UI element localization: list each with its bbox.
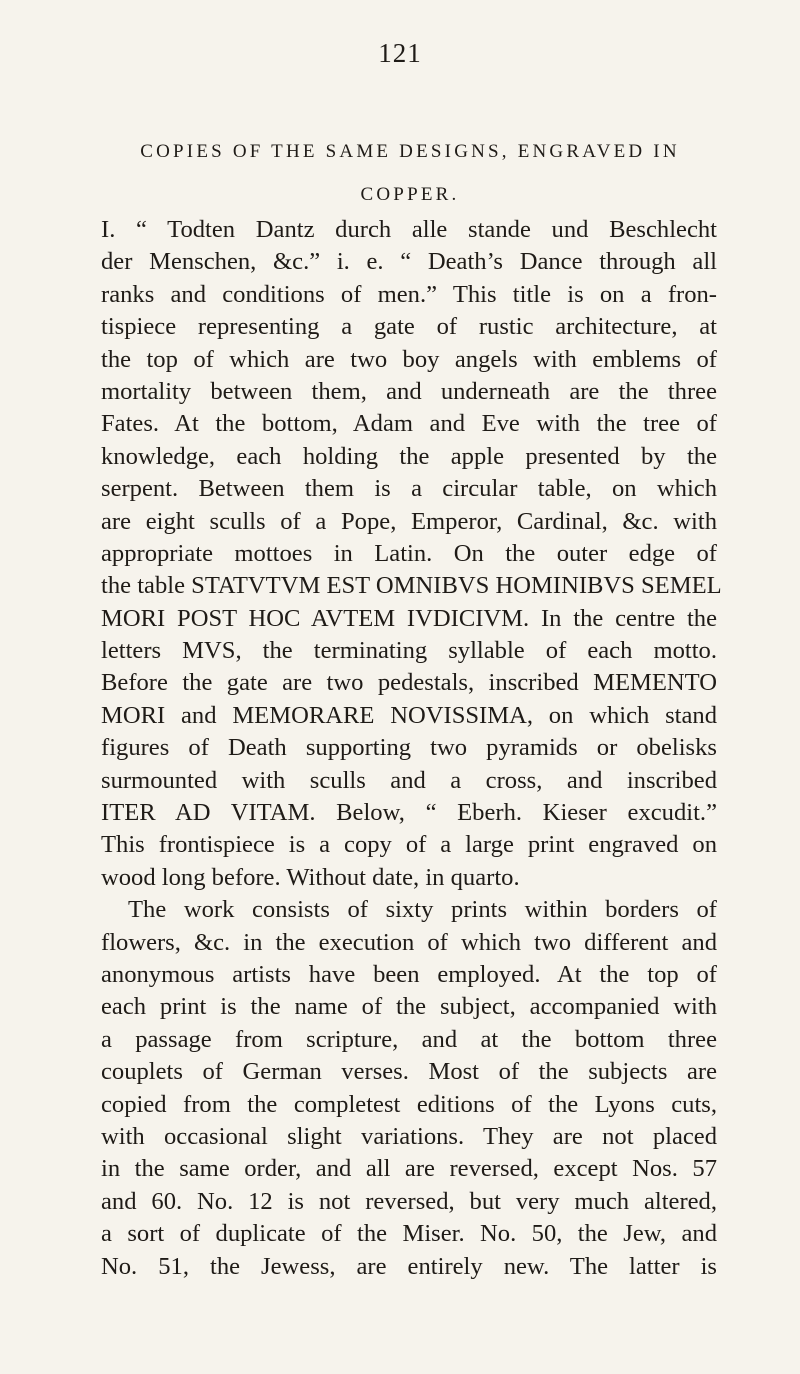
text-line: ranks and conditions of men.” This title is on a fron- (101, 280, 717, 308)
text-line: mortality between them, and underneath are the three (101, 377, 717, 405)
text-line: couplets of German verses. Most of the subjects are (101, 1058, 717, 1086)
text-line: flowers, &c. in the execution of which two different and (101, 928, 717, 956)
text-line: the table STATVTVM EST OMNIBVS HOMINIBVS SEMEL (101, 572, 722, 600)
text-line: are eight sculls of a Pope, Emperor, Cardinal, &c. with (101, 507, 717, 535)
text-line: I. “ Todten Dantz durch alle stande und Beschlecht (101, 216, 717, 243)
text-line: ITER AD VITAM. Below, “ Eberh. Kieser excudit.” (101, 799, 717, 827)
text-line: a sort of duplicate of the Miser. No. 50, the Jew, and (101, 1220, 717, 1248)
text-line: with occasional slight variations. They are not placed (101, 1122, 717, 1150)
text-line: letters MVS, the terminating syllable of each motto. (101, 637, 717, 665)
body-text (101, 214, 722, 1283)
section-heading-line-1: COPIES OF THE SAME DESIGNS, ENGRAVED IN (140, 141, 680, 162)
text-line: appropriate mottoes in Latin. On the outer edge of (101, 539, 717, 567)
text-line: figures of Death supporting two pyramids or obelisks (101, 734, 717, 762)
text-line: No. 51, the Jewess, are entirely new. The latter is (101, 1252, 717, 1280)
text-line: This frontispiece is a copy of a large print engraved on (101, 831, 717, 859)
text-line: surmounted with sculls and a cross, and inscribed (101, 766, 717, 794)
section-heading-line-2: COPPER. (360, 184, 460, 205)
page-number: 121 (378, 38, 422, 68)
text-line: knowledge, each holding the apple presented by the (101, 442, 717, 470)
text-line: MORI and MEMORARE NOVISSIMA, on which stand (101, 701, 717, 729)
text-line: copied from the completest editions of the Lyons cuts, (101, 1090, 717, 1118)
text-line: der Menschen, &c.” i. e. “ Death’s Dance through all (101, 248, 717, 276)
text-line: in the same order, and all are reversed, except Nos. 57 (101, 1155, 717, 1183)
text-line: MORI POST HOC AVTEM IVDICIVM. In the centre the (101, 604, 717, 632)
text-line: The work consists of sixty prints within borders of (128, 896, 717, 924)
text-line: serpent. Between them is a circular table, on which (101, 475, 717, 503)
section-heading (100, 130, 720, 216)
text-line: wood long before. Without date, in quarto. (101, 863, 520, 891)
text-line: Fates. At the bottom, Adam and Eve with the tree of (101, 410, 717, 438)
text-line: anonymous artists have been employed. At the top of (101, 960, 717, 988)
text-line: and 60. No. 12 is not reversed, but very much altered, (101, 1187, 717, 1215)
text-line: a passage from scripture, and at the bottom three (101, 1025, 717, 1053)
text-line: each print is the name of the subject, accompanied with (101, 993, 717, 1021)
text-line: the top of which are two boy angels with emblems of (101, 345, 717, 373)
text-line: Before the gate are two pedestals, inscribed MEMENTO (101, 669, 717, 697)
text-line: tispiece representing a gate of rustic architecture, at (101, 313, 717, 341)
